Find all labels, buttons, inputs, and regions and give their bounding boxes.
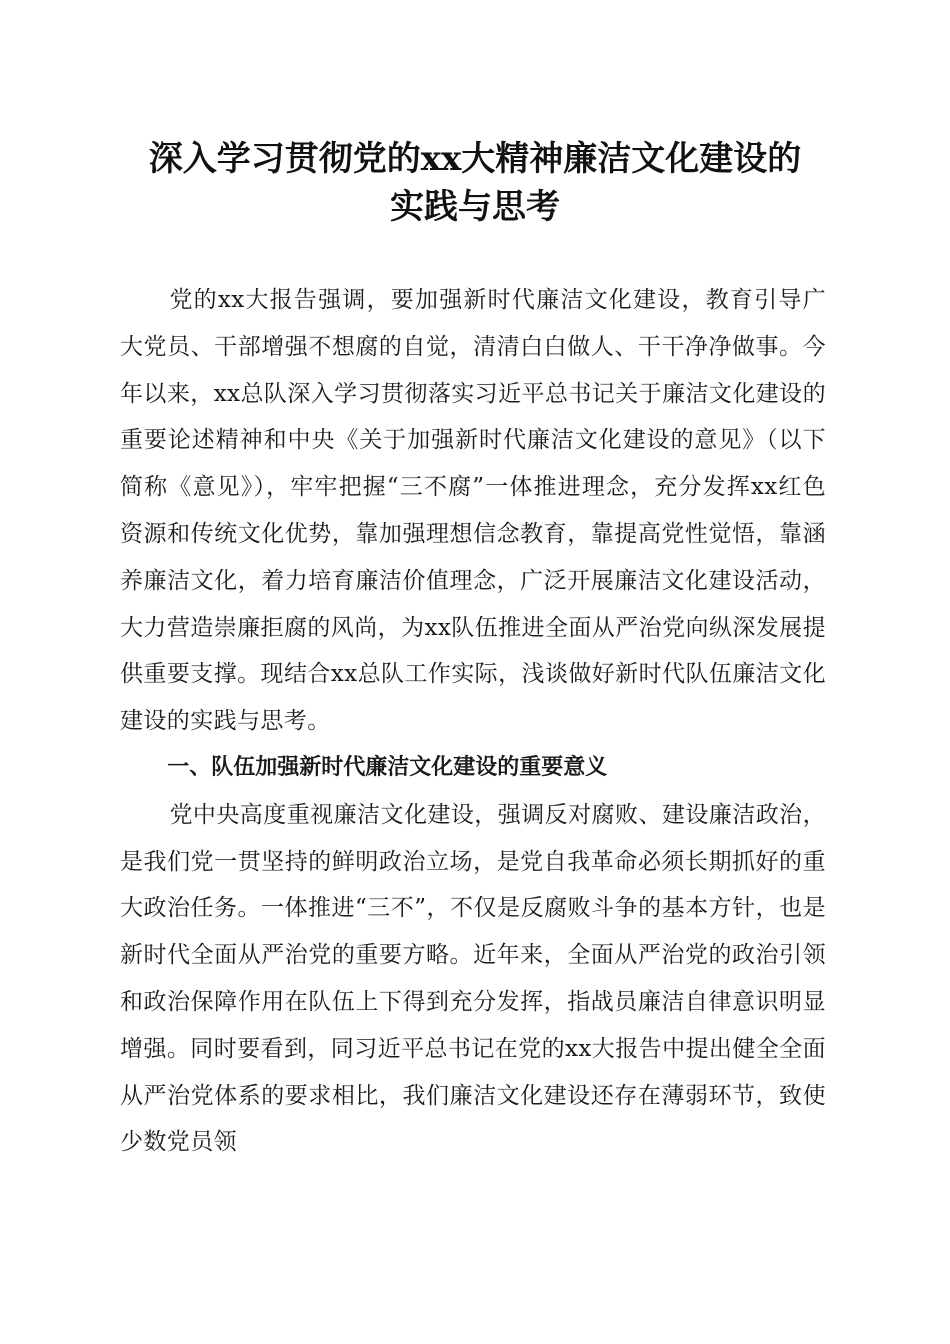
title-line-1: 深入学习贯彻党的xx大精神廉洁文化建设的 <box>148 139 802 179</box>
document-title <box>100 135 850 231</box>
intro-paragraph: 党的xx大报告强调，要加强新时代廉洁文化建设，教育引导广大党员、干部增强不想腐的自觉，清清白白做人、干干净净做事。今年以来，xx总队深入学习贯彻落实习近平总书记关于廉洁文化建设的重要论述精神和中央《关于加强新时代廉洁文化建设的意见》（以下简称《意见》），牢牢把握“三不腐”一体推进理念，充分发挥xx红色资源和传统文化优势，靠加强理想信念教育，靠提高党性觉悟，靠涵养廉洁文化，着力培育廉洁价值理念，广泛开展廉洁文化建设活动，大力营造崇廉拒腐的风尚，为xx队伍推进全面从严治党向纵深发展提供重要支撑。现结合xx总队工作实际，浅谈做好新时代队伍廉洁文化建设的实践与思考。 <box>120 287 826 735</box>
document-body <box>120 277 826 1166</box>
section-paragraph: 党中央高度重视廉洁文化建设，强调反对腐败、建设廉洁政治，是我们党一贯坚持的鲜明政治立场，是党自我革命必须长期抓好的重大政治任务。一体推进“三不”，不仅是反腐败斗争的基本方针，也是新时代全面从严治党的重要方略。近年来，全面从严治党的政治引领和政治保障作用在队伍上下得到充分发挥，指战员廉洁自律意识明显增强。同时要看到，同习近平总书记在党的xx大报告中提出健全全面从严治党体系的要求相比，我们廉洁文化建设还存在薄弱环节，致使少数党员领 <box>120 801 826 1156</box>
section-heading: 一、队伍加强新时代廉洁文化建设的重要意义 <box>167 754 608 780</box>
title-line-2: 实践与思考 <box>390 187 560 227</box>
